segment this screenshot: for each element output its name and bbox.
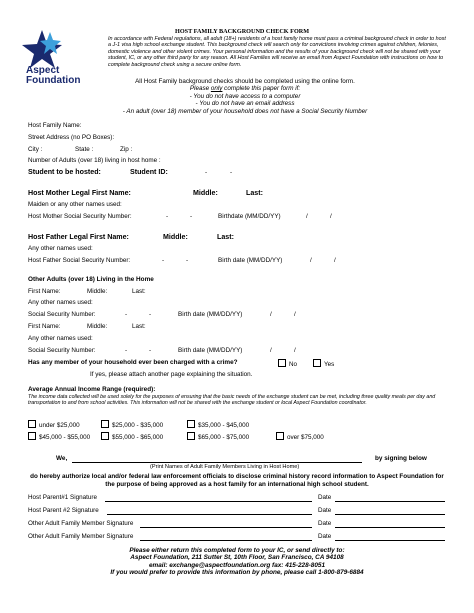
income-option-6[interactable]: $65,000 - $75,000 [187,432,249,441]
income-note: The income data collected will be used solely for the purposes of ensuring that the basic needs of the exchange student can be met, including three quality meals per day and transportation to and from school activities. This information will not be shared with the exchange student or local Aspect Foundation coordinator. [28,394,436,407]
income-checkbox[interactable] [28,432,36,440]
signature-line-3[interactable] [140,527,312,528]
other1-ssn-dash-2: - [149,311,152,318]
income-checkbox[interactable] [101,432,109,440]
income-option-5[interactable]: $55,000 - $65,000 [101,432,163,441]
state-label: State : [75,146,94,153]
mother-ssn-label: Host Mother Social Security Number: [28,213,132,220]
father-middle-label: Middle: [163,233,188,241]
student-id-label: Student ID: [130,168,168,176]
income-option-1[interactable]: under $25,000 [28,420,80,429]
income-checkbox[interactable] [28,420,36,428]
date-label-4: Date [318,533,332,540]
other-adults-heading: Other Adults (over 18) Living in the Home [28,276,154,283]
income-option-7[interactable]: over $75,000 [276,432,324,441]
income-checkbox[interactable] [187,420,195,428]
income-checkbox[interactable] [276,432,284,440]
signing-label: by signing below [375,455,427,462]
father-other-names-label: Any other names used: [28,245,93,252]
other1-dob-label: Birth date (MM/DD/YY) [178,311,243,318]
footer-line-1: Please either return this completed form to your IC, or send directly to: [129,547,345,554]
condition-no-email: - You do not have an email address [195,100,295,108]
other2-first-label: First Name: [28,323,61,330]
father-ssn-dash-2: - [186,257,189,264]
income-option-2[interactable]: $25,000 - $35,000 [101,420,163,429]
crime-no-checkbox[interactable] [278,359,286,367]
footer-address: Aspect Foundation, 211 Sutter St, 10th Floor, San Francisco, CA 94108 [130,554,344,562]
crime-no-option[interactable]: No [278,359,297,368]
other1-middle-label: Middle: [87,288,108,295]
date-label-2: Date [318,507,332,514]
father-last-label: Last: [217,233,234,241]
income-option-3[interactable]: $35,000 - $45,000 [187,420,249,429]
intro-paragraph: In accordance with Federal regulations, all adult (18+) residents of a host family home must pass a criminal background check in order to host a J-1 visa high school exchange student. This background check will search only for convictions involving crimes against children, felonies, domestic violence and other violent crimes. Your personal information and the results of your background check will not be shared with your student, IC, or any other third party for any reason. All Host Families will receive an email from Aspect Foundation with instructions on how to complete background check using a secure online form. [108,36,446,68]
other2-other-names-label: Any other names used: [28,335,93,342]
father-dob-slash-1: / [310,257,312,264]
mother-other-names-label: Maiden or any other names used: [28,201,122,208]
mother-dob-slash-1: / [306,213,308,220]
other1-first-label: First Name: [28,288,61,295]
other2-dob-label: Birth date (MM/DD/YY) [178,347,243,354]
other1-dob-slash-1: / [270,311,272,318]
date-line-3[interactable] [335,527,445,528]
date-line-1[interactable] [335,501,445,502]
adults-label: Number of Adults (over 18) living in host home : [28,157,161,164]
mother-middle-label: Middle: [193,189,218,197]
condition-no-computer: - You do not have access to a computer [189,92,301,100]
other2-last-label: Last: [132,323,146,330]
signature-line-2[interactable] [107,514,312,515]
father-dob-label: Birth date (MM/DD/YY) [218,257,283,264]
signature-label-3: Other Adult Family Member Signature [28,520,134,527]
date-line-2[interactable] [335,514,445,515]
father-ssn-dash-1: - [162,257,165,264]
other1-ssn-dash-1: - [125,311,128,318]
city-label: City : [28,146,43,153]
student-id-dash-2: - [230,169,233,176]
income-checkbox[interactable] [187,432,195,440]
logo-line-1: Aspect [26,65,60,76]
signature-line-4[interactable] [140,540,312,541]
hosted-label: Student to be hosted: [28,168,101,176]
date-line-4[interactable] [335,540,445,541]
other2-ssn-label: Social Security Number: [28,347,96,354]
family-name-label: Host Family Name: [28,122,82,129]
mother-ssn-dash-1: - [166,213,169,220]
mother-dob-label: Birthdate (MM/DD/YY) [218,213,281,220]
form-title: HOST FAMILY BACKGROUND CHECK FORM [175,28,310,35]
father-dob-slash-2: / [334,257,336,264]
street-label: Street Address (no PO Boxes): [28,134,115,141]
footer [30,547,444,577]
income-heading: Average Annual Income Range (required): [28,386,156,393]
crime-yes-checkbox[interactable] [313,359,321,367]
logo-wordmark [26,66,80,86]
authorization-statement: do hereby authorize local and/or federal law enforcement officials to disclose criminal history record information to Aspect Foundation for the purpose of being approved as a host family for an international high school student. [30,473,444,488]
condition-no-ssn: - An adult (over 18) member of your household does not have a Social Security Number [122,107,368,115]
other2-ssn-dash-1: - [125,347,128,354]
signature-label-2: Host Parent #2 Signature [28,507,99,514]
mother-ssn-dash-2: - [190,213,193,220]
student-id-dash-1: - [205,169,208,176]
paper-line: Please only complete this paper form if: [189,85,301,93]
crime-yes-option[interactable]: Yes [313,359,334,368]
zip-label: Zip : [120,146,133,153]
other2-middle-label: Middle: [87,323,108,330]
date-label-1: Date [318,494,332,501]
crime-question: Has any member of your household ever been charged with a crime? [28,359,238,366]
other2-dob-slash-1: / [270,347,272,354]
other1-dob-slash-2: / [294,311,296,318]
income-option-4[interactable]: $45,000 - $55,000 [28,432,90,441]
other1-other-names-label: Any other names used: [28,299,93,306]
other1-last-label: Last: [132,288,146,295]
we-label: We, [56,455,68,462]
other2-ssn-dash-2: - [149,347,152,354]
signature-line-1[interactable] [105,501,312,502]
mother-dob-slash-2: / [330,213,332,220]
other1-ssn-label: Social Security Number: [28,311,96,318]
signature-label-1: Host Parent#1 Signature [28,494,97,501]
logo-line-2: Foundation [26,75,81,86]
mother-last-label: Last: [246,189,263,197]
footer-phone: If you would prefer to provide this information by phone, please call 1-800-879-6884 [110,569,364,577]
crime-explain: If yes, please attach another page explaining the situation. [90,371,253,378]
other2-dob-slash-2: / [294,347,296,354]
footer-contact: email: exchange@aspectfoundation.org fax: 415-228-8051 [149,561,325,569]
online-line: All Host Family background checks should be completed using the online form. [135,78,355,85]
father-ssn-label: Host Father Social Security Number: [28,257,131,264]
income-checkbox[interactable] [101,420,109,428]
online-instructions [80,78,410,115]
father-first-label: Host Father Legal First Name: [28,233,129,241]
date-label-3: Date [318,520,332,527]
signature-label-4: Other Adult Family Member Signature [28,533,134,540]
print-names-caption: (Print Names of Adult Family Members Living in Host Home) [150,464,300,470]
mother-first-label: Host Mother Legal First Name: [28,189,131,197]
print-names-line[interactable] [72,462,362,463]
